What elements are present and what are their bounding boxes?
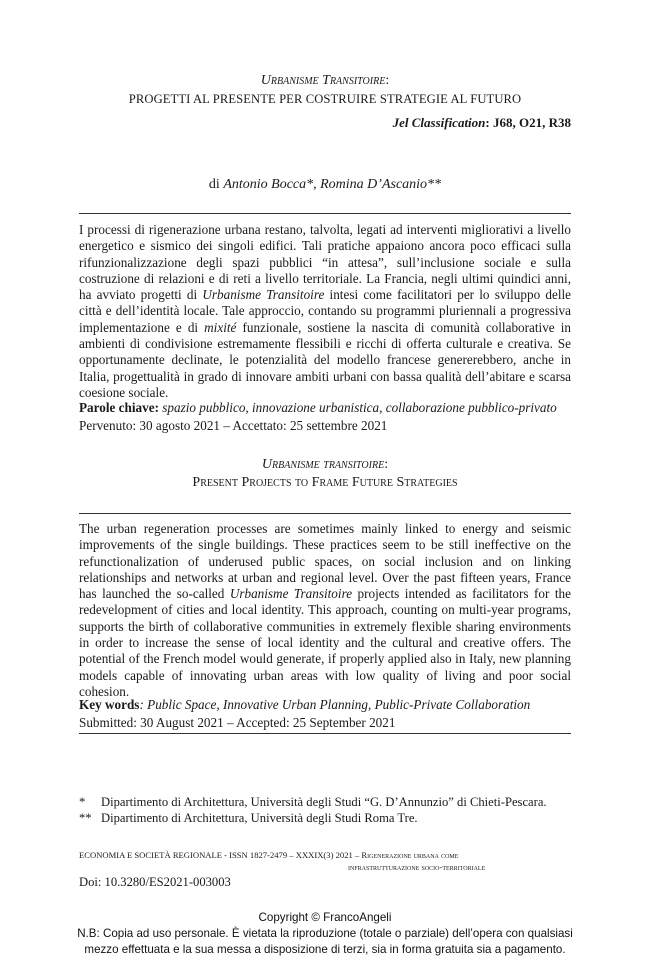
footnote-2-mark: ** bbox=[79, 811, 92, 825]
abstract-it-text-2: intesi come facilitatori per lo sviluppo delle città e dell’identità locale. Tale approccio, contando su programmi pluriennali a progressiva implementazione e di bbox=[79, 287, 572, 335]
footnote-1-mark: * bbox=[79, 795, 86, 809]
copyright-line: Copyright © FrancoAngeli bbox=[258, 911, 392, 924]
italian-title-main: Urbanisme Transitoire bbox=[260, 73, 386, 88]
english-subtitle: Present Projects to Frame Future Strategies bbox=[192, 475, 458, 490]
abstract-italian bbox=[79, 222, 571, 401]
italian-title bbox=[79, 73, 571, 89]
footnote-2 bbox=[79, 811, 418, 826]
english-title-colon: : bbox=[384, 457, 389, 472]
keywords-it-terms: spazio pubblico, innovazione urbanistica, collaborazione pubblico-privato bbox=[158, 400, 557, 415]
abstract-it-emphasis-2: mixité bbox=[204, 319, 237, 335]
top-rule bbox=[79, 213, 571, 214]
english-title bbox=[79, 457, 571, 473]
middle-rule bbox=[79, 513, 571, 514]
abstract-it-text-1: I processi di rigenerazione urbana restano, talvolta, legati ad interventi migliorativi a livello energetico e sismico dei singoli edifici. Tali pratiche appaiono ancora poco efficaci sulla rifunzionalizzazione degli spazi pubblici “in attesa”, sull’inclusione sociale e sulla costruzione di relazioni e di reti a livello territoriale. La Francia, negli ultimi quindici anni, ha avviato progetti di bbox=[79, 222, 571, 303]
running-footer-line2: infrastrutturazione socio-territoriale bbox=[348, 862, 486, 872]
keywords-en-terms: : Public Space, Innovative Urban Planning, Public-Private Collaboration bbox=[139, 697, 531, 712]
dates-english: Submitted: 30 August 2021 – Accepted: 25 September 2021 bbox=[79, 715, 396, 730]
italian-title-colon: : bbox=[385, 73, 390, 88]
keywords-english bbox=[79, 697, 571, 713]
english-title-main: Urbanisme transitoire bbox=[261, 457, 385, 472]
doi: Doi: 10.3280/ES2021-003003 bbox=[79, 875, 231, 889]
italian-subtitle: PROGETTI AL PRESENTE PER COSTRUIRE STRATEGIE AL FUTURO bbox=[128, 92, 522, 106]
abstract-it-text-3: funzionale, sostiene la nascita di comunità collaborative in ambienti di condivisione estremamente flessibili e ricchi di offerta culturale e creativa. Se opportunamente declinate, le potenzialità del modello francese genererebbero, anche in Italia, progettualità in grado di innovare ambiti urbani con bassa qualità dell’abitare e scarsa coesione sociale. bbox=[79, 319, 571, 400]
jel-codes: : J68, O21, R38 bbox=[485, 115, 571, 130]
keywords-italian bbox=[79, 400, 571, 416]
keywords-en-label: Key words bbox=[79, 697, 140, 712]
footnote-1-text: Dipartimento di Architettura, Università degli Studi “G. D’Annunzio” di Chieti-Pescara. bbox=[101, 795, 547, 809]
keywords-it-label: Parole chiave: bbox=[79, 400, 159, 415]
abstract-english bbox=[79, 521, 571, 700]
abstract-en-text-1: The urban regeneration processes are sometimes mainly linked to energy and seismic improvements of the single buildings. These practices seem to be still ineffective on the refunctionalization of underused public spaces, on social inclusion and on linking relationships and networks at urban and regional level. Over the past fifteen years, France has launched the so-called bbox=[79, 521, 571, 602]
copyright-notice-line1: N.B: Copia ad uso personale. È vietata la riproduzione (totale o parziale) dell’opera con qualsiasi bbox=[77, 927, 573, 940]
authors-prefix: di bbox=[208, 177, 224, 192]
footnote-2-text: Dipartimento di Architettura, Università degli Studi Roma Tre. bbox=[101, 811, 418, 825]
footnote-1 bbox=[79, 795, 547, 810]
abstract-en-emphasis-1: Urbanisme Transitoire bbox=[229, 586, 353, 602]
abstract-it-emphasis-1: Urbanisme Transitoire bbox=[202, 287, 325, 303]
bottom-rule bbox=[79, 733, 571, 734]
running-footer-line1: ECONOMIA E SOCIETÀ REGIONALE - ISSN 1827-2479 – XXXIX(3) 2021 – Rigenerazione urbana come bbox=[79, 850, 459, 860]
jel-label: Jel Classification bbox=[392, 115, 486, 130]
authors-names: Antonio Bocca*, Romina D’Ascanio** bbox=[223, 177, 442, 192]
authors bbox=[79, 177, 571, 193]
jel-classification bbox=[393, 115, 571, 131]
copyright-notice-line2: mezzo effettuata e la sua messa a disposizione di terzi, sia in forma gratuita sia a pagamento. bbox=[84, 943, 566, 956]
dates-italian: Pervenuto: 30 agosto 2021 – Accettato: 25 settembre 2021 bbox=[79, 418, 388, 433]
abstract-en-text-2: projects intended as facilitators for the redevelopment of cities and local identity. This approach, counting on multi-year programs, supports the birth of collaborative communities in extremely flexible sharing environments in order to increase the sense of local identity and the cultural and creative offers. The potential of the French model would generate, if properly applied also in Italy, new planning models capable of innovating urban areas with low quality of living and poor social cohesion. bbox=[79, 586, 571, 699]
